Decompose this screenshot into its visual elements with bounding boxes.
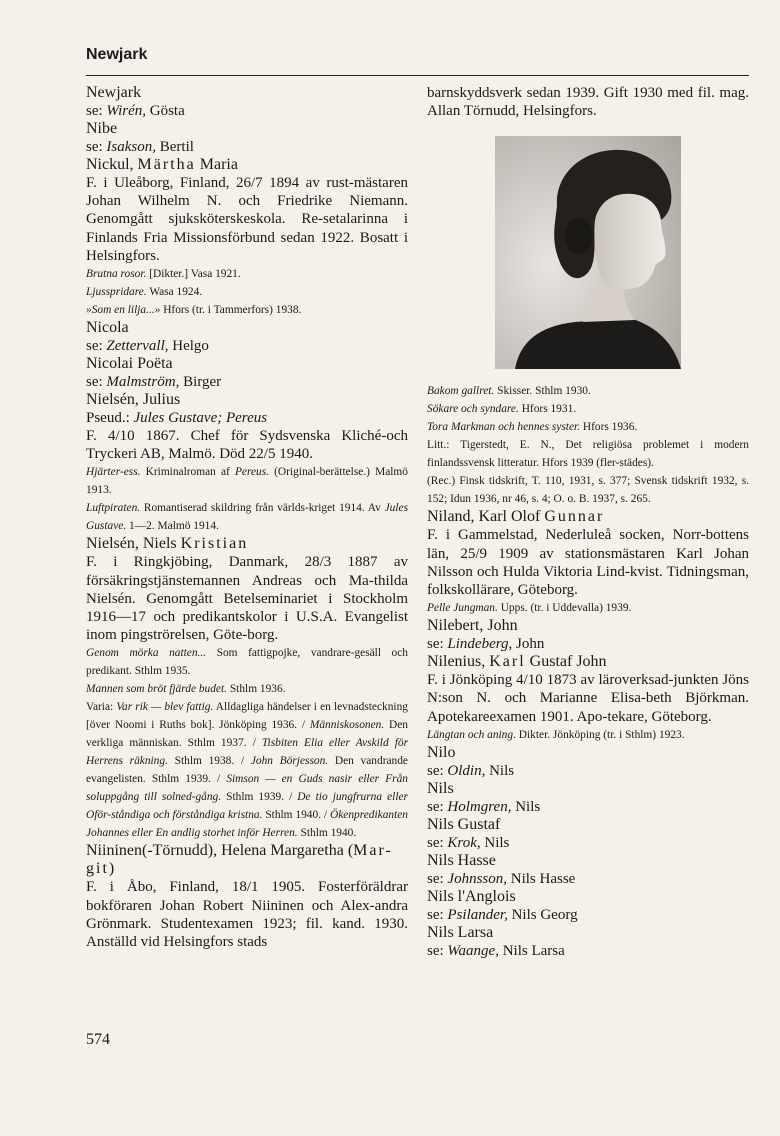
cross-reference-nilo-see xyxy=(427,762,749,780)
italic-title: De tio jungfrurna eller Oför-ståndiga och förståndiga kristna. xyxy=(86,791,408,822)
italic-title: Jules Gustave; Pereus xyxy=(133,410,268,427)
text-run: Nicolai Poëta xyxy=(86,355,173,373)
italic-title: Ljusspridare. xyxy=(86,286,147,299)
text-run: Nils xyxy=(480,834,510,851)
text-run: Sthlm 1936. xyxy=(227,683,286,696)
page-number: 574 xyxy=(86,1031,110,1048)
italic-title: Pelle Jungman. xyxy=(427,602,498,615)
text-run: Nibe xyxy=(86,120,118,137)
cross-reference-nicola-see xyxy=(86,337,408,355)
italic-title: Jules Gustave. xyxy=(86,502,408,533)
cross-reference-nils-hasse-see xyxy=(427,870,749,888)
italic-title: John Börjesson. xyxy=(250,755,329,768)
text-run: (Rec.) Finsk tidskrift, T. 110, 1931, s. 377; Svensk tidskrift 1932, s. 152; Idun 1936, nr 46, s. 4; O. o. B. 1937, s. 265. xyxy=(427,475,749,506)
text-run: Hfors (tr. i Tammerfors) 1938. xyxy=(160,304,302,317)
text-run: se: xyxy=(427,942,448,959)
italic-title: Krok, xyxy=(447,834,481,851)
entry-headword-nils xyxy=(427,780,749,798)
work-listing-nilenius-w1 xyxy=(427,726,749,744)
text-run: Nils Hasse xyxy=(507,870,576,887)
text-run: Nilo xyxy=(427,743,456,761)
text-run: Nilenius, xyxy=(427,653,490,671)
work-listing-nielsen-n-w3 xyxy=(86,698,408,842)
left-column xyxy=(86,84,408,951)
text-run: Nils Hasse xyxy=(427,851,496,869)
biography-text-niland-bio xyxy=(427,526,749,599)
text-run: F. i Uleåborg, Finland, 26/7 1894 av rust-mästaren Johan Wilhelm N. och Friedrike Niemann. Genomgått sjuksköterskeskola. Re-setalarinna i Finlands Fria Missionsförbund sedan 1922. Bosatt i Helsingfors. xyxy=(86,175,408,264)
italic-title: Bakom gallret. xyxy=(427,385,495,398)
text-run: barnskyddsverk sedan 1939. Gift 1930 med fil. mag. Allan Törnudd, Helsingfors. xyxy=(427,85,749,120)
italic-title: Var rik — blev fattig. xyxy=(116,701,214,714)
italic-title: Brutna rosor. xyxy=(86,268,147,281)
text-run: Som fattigpojke, vandrare-gesäll och predikant. Sthlm 1935. xyxy=(86,647,409,678)
entry-headword-nilo xyxy=(427,744,749,762)
work-listing-nickul-w2 xyxy=(86,283,408,301)
text-run: se: xyxy=(427,870,448,887)
work-listing-niininen-litt xyxy=(427,436,749,472)
author-portrait xyxy=(495,136,681,369)
text-run: Nickul, xyxy=(86,156,138,173)
text-run: Birger xyxy=(179,374,222,391)
entry-headword-nicolai xyxy=(86,355,408,373)
text-run: Nils Larsa xyxy=(498,942,565,959)
italic-title: Simson — en Guds nasir eller Från soluppgång till solned-gång. xyxy=(86,773,408,804)
work-listing-nielsen-j-w2 xyxy=(86,499,408,535)
biography-text-nielsen-n-bio xyxy=(86,553,408,644)
italic-title: Ökenpredikanten Johannes eller En andlig storhet inför Herren. xyxy=(86,809,408,840)
right-column xyxy=(427,84,749,960)
biography-text-niininen-bio-cont xyxy=(427,84,749,120)
italic-title: Zettervall, xyxy=(106,338,169,355)
running-head: Newjark xyxy=(86,46,148,63)
text-run: Dikter. Jönköping (tr. i Sthlm) 1923. xyxy=(515,728,685,741)
text-run: Nils Larsa xyxy=(427,923,494,941)
text-run: se: xyxy=(427,906,448,923)
text-run: Nilebert, John xyxy=(427,617,518,635)
biography-text-nickul-bio xyxy=(86,174,408,265)
entry-headword-nilebert xyxy=(427,617,749,635)
text-run: Bertil xyxy=(156,139,194,155)
entry-headword-niininen xyxy=(86,842,408,878)
text-run: Sthlm 1938. / xyxy=(167,755,251,768)
cross-reference-nils-langlois-see xyxy=(427,906,749,924)
text-run: se: xyxy=(427,834,448,851)
entry-headword-nielsen-j xyxy=(86,391,408,409)
right-column-body xyxy=(427,382,749,959)
biography-text-nielsen-j-bio xyxy=(86,427,408,463)
spaced-name: Märtha xyxy=(137,156,196,173)
portrait-image xyxy=(495,136,681,369)
text-run: Gösta xyxy=(146,103,185,119)
text-run: Alldagliga händelser i en levnadsteckning [över Noomi i Ruths bok]. Jönköping 1936. / xyxy=(86,701,408,732)
text-run: Wasa 1924. xyxy=(146,286,203,299)
cross-reference-nicolai-see xyxy=(86,373,408,391)
text-run: Maria xyxy=(195,156,238,173)
text-run: Sthlm 1939. / xyxy=(221,791,298,804)
text-run: Nielsén, Julius xyxy=(86,391,181,409)
biography-text-nilenius-bio xyxy=(427,671,749,726)
spaced-name: Gunnar xyxy=(544,508,605,526)
text-run: F. i Åbo, Finland, 18/1 1905. Fosterföräldrar bokföraren Johan Robert Niininen och Alex-andra Grönmark. Studentexamen 1923; fil. kand. 1930. Anställd vid Helsingfors stads xyxy=(86,879,408,951)
work-listing-nielsen-n-w2 xyxy=(86,680,408,698)
text-run: Niininen(-Törnudd), Helena Margaretha ( xyxy=(86,842,354,860)
text-run: F. i Gammelstad, Nederluleå socken, Norr-bottens län, 25/9 1909 av stationsmästaren Karl Johan Nilsson och Hulda Viktoria Lind-kvist. Tidningsman, folkskollärare, Göteborg. xyxy=(427,527,749,599)
cross-reference-nilebert-see xyxy=(427,635,749,653)
italic-title: Sökare och syndare. xyxy=(427,403,519,416)
text-run: John xyxy=(512,636,545,653)
italic-title: Längtan och aning. xyxy=(427,728,516,741)
italic-title: Malmström, xyxy=(106,374,180,391)
text-run: se: xyxy=(427,798,448,815)
entry-headword-nils-gustaf xyxy=(427,816,749,834)
italic-title: »Som en lilja...» xyxy=(86,304,161,317)
italic-title: Psilander, xyxy=(447,906,508,923)
italic-title: Mannen som bröt fjärde budet. xyxy=(86,683,227,696)
italic-title: Wirén, xyxy=(106,103,147,119)
text-run: Varia: xyxy=(86,701,117,714)
work-listing-nickul-w3 xyxy=(86,301,408,319)
entry-headword-nilenius xyxy=(427,653,749,671)
text-run: Nicola xyxy=(86,319,129,337)
entry-headword-nils-larsa xyxy=(427,924,749,942)
biography-text-niininen-bio xyxy=(86,878,408,951)
italic-title: Holmgren, xyxy=(447,798,512,815)
text-run: F. 4/10 1867. Chef för Sydsvenska Kliché-och Tryckeri AB, Malmö. Död 22/5 1940. xyxy=(86,428,408,463)
italic-title: Luftpiraten. xyxy=(86,502,141,515)
text-run: Nils l'Anglois xyxy=(427,887,516,905)
entry-headword-nielsen-n xyxy=(86,535,408,553)
entry-headword-nickul xyxy=(86,156,408,174)
text-run: Nils Georg xyxy=(507,906,578,923)
right-column-top xyxy=(427,84,749,120)
header-rule xyxy=(86,75,749,76)
work-listing-niininen-w3 xyxy=(427,418,749,436)
text-run: Sthlm 1940. / xyxy=(262,809,330,822)
text-run: Litt.: Tigerstedt, E. N., Det religiösa problemet i modern finlandssvensk litteratur. Hfors 1939 (fler-städes). xyxy=(427,439,749,470)
italic-title: Isakson, xyxy=(106,139,156,155)
text-run: se: xyxy=(427,636,448,653)
work-listing-nielsen-j-w1 xyxy=(86,463,408,499)
work-listing-niininen-w1 xyxy=(427,382,749,400)
text-run: 1—2. Malmö 1914. xyxy=(126,520,219,533)
text-run: F. i Ringkjöbing, Danmark, 28/3 1887 av försäkringstjänstemannen Andreas och Ma-thilda Nielsén. Genomgått Betelseminariet i Stockholm 1916—17 och predikantskolor i U.S.A. Evangelist inom pingströrelsen, Göte-borg. xyxy=(86,554,408,644)
text-run: Romantiserad skildring från världs-kriget 1914. Av xyxy=(140,502,385,515)
text-run: Den vandrande evangelisten. Sthlm 1939. / xyxy=(86,755,408,786)
cross-reference-nils-gustaf-see xyxy=(427,834,749,852)
cross-reference-nielsen-j-pseud xyxy=(86,409,408,427)
italic-title: Hjärter-ess. xyxy=(86,466,141,479)
entry-headword-nils-hasse xyxy=(427,852,749,870)
entry-headword-nils-langlois xyxy=(427,888,749,906)
text-run: Sthlm 1940. xyxy=(297,827,357,840)
work-listing-nickul-w1 xyxy=(86,265,408,283)
text-run: Den verkliga människan. Sthlm 1937. / xyxy=(86,719,408,750)
text-run: se: xyxy=(427,762,448,779)
text-run: se: xyxy=(86,139,107,155)
entry-headword-nicola xyxy=(86,319,408,337)
italic-title: Människosonen. xyxy=(309,719,385,732)
italic-title: Waange, xyxy=(447,942,499,959)
text-run: Nils xyxy=(511,798,541,815)
spaced-name: Kristian xyxy=(180,535,249,553)
text-run: Upps. (tr. i Uddevalla) 1939. xyxy=(497,602,632,615)
work-listing-niininen-rec xyxy=(427,472,749,508)
text-run: Helgo xyxy=(168,338,209,355)
italic-title: Tisbiten Elia eller Avskild för Herrens räkning. xyxy=(86,737,409,768)
italic-title: Oldin, xyxy=(447,762,486,779)
text-run: Pseud.: xyxy=(86,410,134,427)
italic-title: Johnsson, xyxy=(447,870,508,887)
text-run: se: xyxy=(86,338,107,355)
text-run: Niland, Karl Olof xyxy=(427,508,545,526)
text-run: Skisser. Sthlm 1930. xyxy=(494,385,591,398)
italic-title: Tora Markman och hennes syster. xyxy=(427,421,581,434)
italic-title: Lindeberg, xyxy=(447,636,513,653)
text-run: [Dikter.] Vasa 1921. xyxy=(146,268,241,281)
text-run: ) xyxy=(108,860,115,878)
text-run: Nielsén, Niels xyxy=(86,535,181,553)
text-run: Nils xyxy=(427,779,454,797)
entry-headword-newjark xyxy=(86,84,408,102)
text-run: se: xyxy=(86,374,107,391)
cross-reference-nils-larsa-see xyxy=(427,942,749,960)
spaced-name: Karl xyxy=(489,653,526,671)
cross-reference-nibe-see xyxy=(86,138,408,156)
text-run: Hfors 1936. xyxy=(580,421,638,434)
text-run: (Original-berättelse.) Malmö 1913. xyxy=(86,466,408,497)
work-listing-niland-w1 xyxy=(427,599,749,617)
work-listing-nielsen-n-w1 xyxy=(86,644,408,680)
text-run: F. i Jönköping 4/10 1873 av läroverksad-junkten Jöns N:son N. och Marianne Elisa-beth Björkman. Apotekareexamen 1901. Apo-tekare, Göteborg. xyxy=(427,672,749,725)
text-run: Nils xyxy=(485,762,515,779)
text-run: Gustaf John xyxy=(525,653,607,671)
italic-title: Pereus. xyxy=(234,466,270,479)
text-run: Newjark xyxy=(86,84,142,101)
cross-reference-nils-see xyxy=(427,798,749,816)
text-run: Hfors 1931. xyxy=(518,403,577,416)
spaced-name: Mar-git xyxy=(86,842,393,878)
work-listing-niininen-w2 xyxy=(427,400,749,418)
text-run: Nils Gustaf xyxy=(427,815,501,833)
entry-headword-niland xyxy=(427,508,749,526)
entry-headword-nibe xyxy=(86,120,408,138)
text-run: se: xyxy=(86,103,107,119)
italic-title: Genom mörka natten... xyxy=(86,647,207,660)
text-run: Kriminalroman af xyxy=(140,466,235,479)
cross-reference-newjark-see xyxy=(86,102,408,120)
